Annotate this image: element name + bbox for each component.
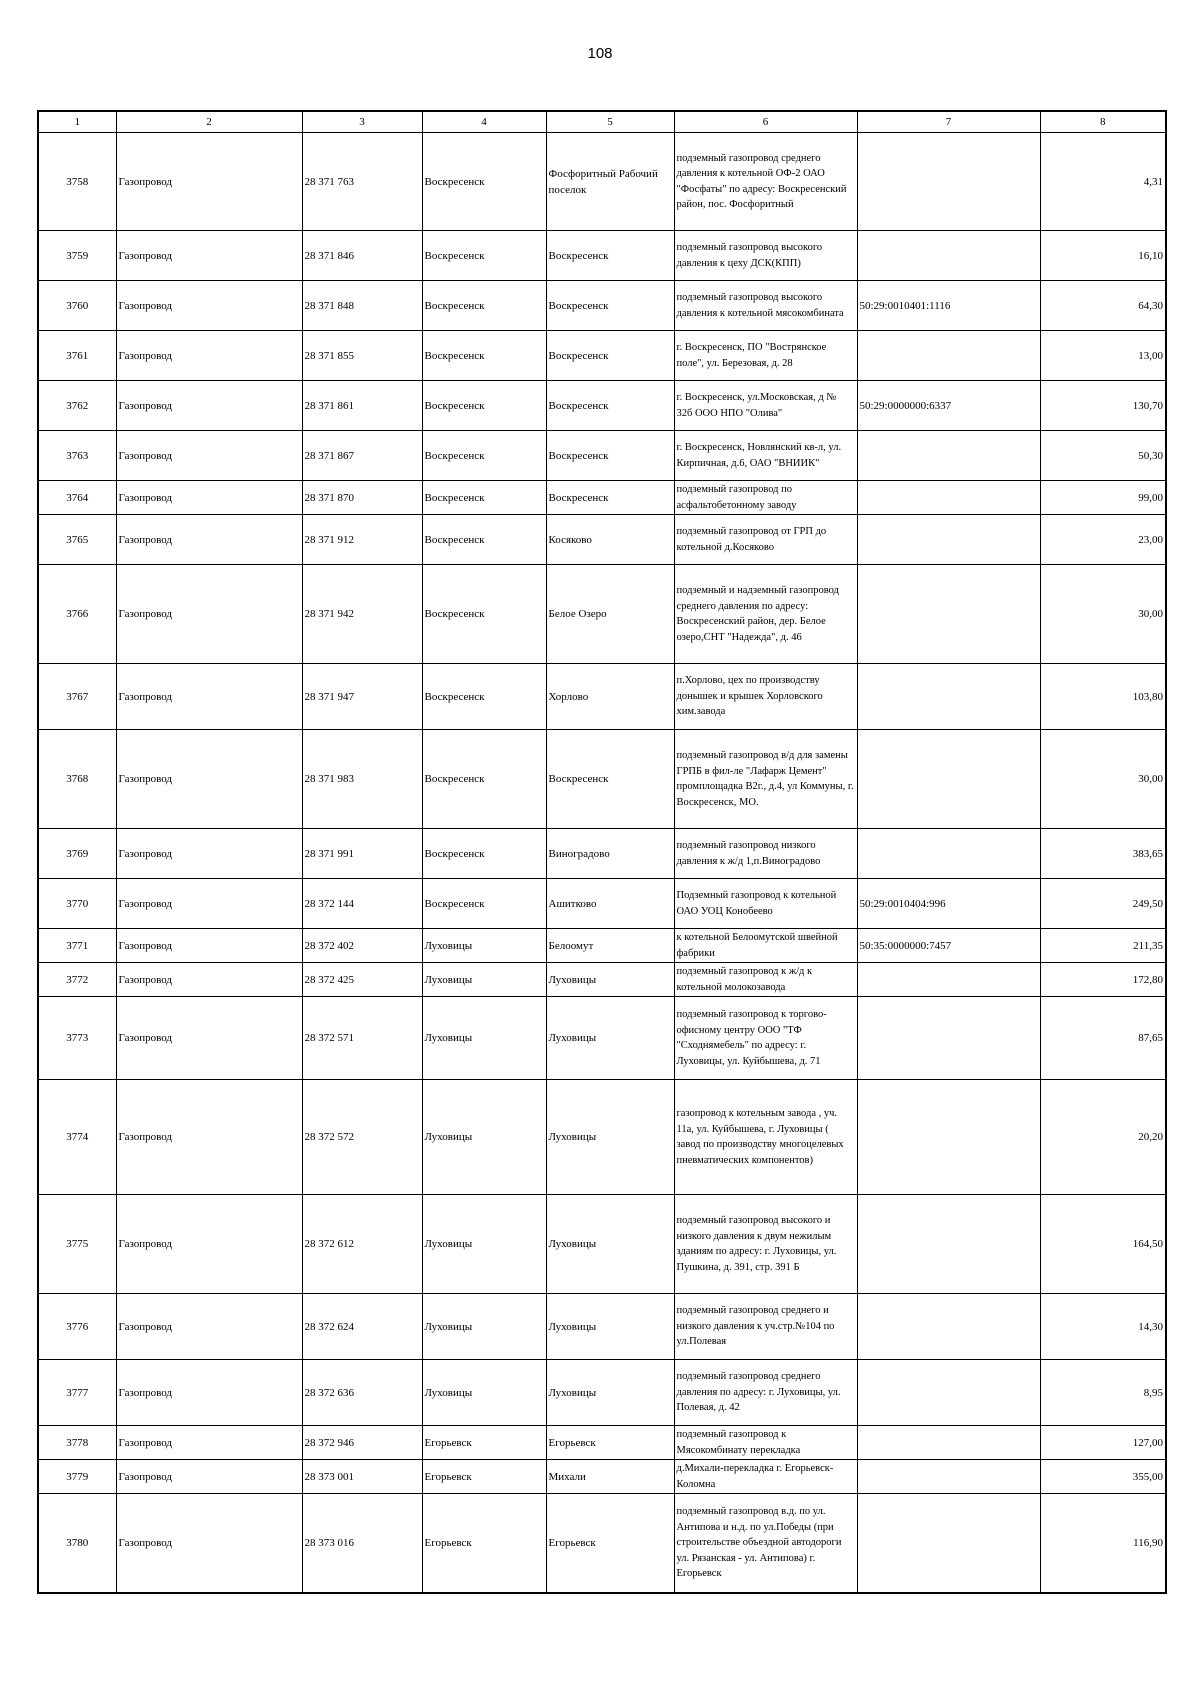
- cell-code: 28 371 947: [302, 664, 422, 730]
- cell-district: Луховицы: [422, 1195, 546, 1294]
- header-cell: 8: [1040, 111, 1166, 133]
- cell-code: 28 372 144: [302, 879, 422, 929]
- cell-number: 3766: [38, 565, 116, 664]
- cell-length: 4,31: [1040, 133, 1166, 231]
- cell-cadastral: [857, 565, 1040, 664]
- cell-description: подземный газопровод среднего и низкого давления к уч.стр.№104 по ул.Полевая: [674, 1294, 857, 1360]
- cell-district: Воскресенск: [422, 481, 546, 515]
- cell-code: 28 371 861: [302, 381, 422, 431]
- cell-number: 3771: [38, 929, 116, 963]
- cell-cadastral: 50:29:0010401:1116: [857, 281, 1040, 331]
- cell-length: 30,00: [1040, 565, 1166, 664]
- cell-code: 28 371 983: [302, 730, 422, 829]
- table-row: [38, 997, 1166, 1080]
- table-row: [38, 1494, 1166, 1593]
- cell-type: Газопровод: [116, 281, 302, 331]
- header-cell: 1: [38, 111, 116, 133]
- cell-code: 28 371 846: [302, 231, 422, 281]
- cell-cadastral: [857, 331, 1040, 381]
- cell-description: подземный газопровод высокого давления к котельной мясокомбината: [674, 281, 857, 331]
- cell-description: г. Воскресенск, Новлянский кв-л, ул. Кирпичная, д.6, ОАО "ВНИИК": [674, 431, 857, 481]
- cell-district: Егорьевск: [422, 1460, 546, 1494]
- cell-place: Воскресенск: [546, 331, 674, 381]
- cell-number: 3764: [38, 481, 116, 515]
- cell-description: подземный газопровод среднего давления к котельной ОФ-2 ОАО "Фосфаты" по адресу: Воскресенский район, пос. Фосфоритный: [674, 133, 857, 231]
- cell-cadastral: [857, 963, 1040, 997]
- cell-district: Воскресенск: [422, 133, 546, 231]
- cell-length: 8,95: [1040, 1360, 1166, 1426]
- cell-description: подземный газопровод от ГРП до котельной д.Косяково: [674, 515, 857, 565]
- cell-code: 28 371 942: [302, 565, 422, 664]
- cell-length: 50,30: [1040, 431, 1166, 481]
- cell-cadastral: [857, 829, 1040, 879]
- cell-length: 211,35: [1040, 929, 1166, 963]
- cell-cadastral: [857, 1294, 1040, 1360]
- cell-number: 3767: [38, 664, 116, 730]
- cell-code: 28 372 425: [302, 963, 422, 997]
- cell-district: Луховицы: [422, 997, 546, 1080]
- cell-description: г. Воскресенск, ПО "Вострянское поле", ул. Березовая, д. 28: [674, 331, 857, 381]
- table-row: [38, 565, 1166, 664]
- cell-place: Егорьевск: [546, 1426, 674, 1460]
- page-number: 108: [587, 45, 613, 62]
- table-row: [38, 829, 1166, 879]
- cell-number: 3772: [38, 963, 116, 997]
- cell-description: п.Хорлово, цех по производству донышек и крышек Хорловского хим.завода: [674, 664, 857, 730]
- cell-place: Хорлово: [546, 664, 674, 730]
- cell-number: 3761: [38, 331, 116, 381]
- cell-cadastral: [857, 730, 1040, 829]
- cell-district: Воскресенск: [422, 281, 546, 331]
- cell-code: 28 372 624: [302, 1294, 422, 1360]
- cell-district: Егорьевск: [422, 1494, 546, 1593]
- cell-description: д.Михали-перекладка г. Егорьевск-Коломна: [674, 1460, 857, 1494]
- cell-cadastral: [857, 1195, 1040, 1294]
- cell-place: Воскресенск: [546, 481, 674, 515]
- cell-number: 3775: [38, 1195, 116, 1294]
- cell-type: Газопровод: [116, 664, 302, 730]
- cell-place: Воскресенск: [546, 231, 674, 281]
- cell-length: 383,65: [1040, 829, 1166, 879]
- cell-district: Луховицы: [422, 963, 546, 997]
- cell-code: 28 371 991: [302, 829, 422, 879]
- header-cell: 4: [422, 111, 546, 133]
- table-header-row: [38, 111, 1166, 133]
- cell-place: Луховицы: [546, 1195, 674, 1294]
- cell-place: Воскресенск: [546, 431, 674, 481]
- table-row: [38, 1195, 1166, 1294]
- cell-length: 249,50: [1040, 879, 1166, 929]
- cell-type: Газопровод: [116, 963, 302, 997]
- cell-number: 3780: [38, 1494, 116, 1593]
- cell-place: Белое Озеро: [546, 565, 674, 664]
- cell-description: подземный газопровод в/д для замены ГРПБ в фил-ле "Лафарж Цемент" промплощадка В2г., д.4, ул Коммуны, г. Воскресенск, МО.: [674, 730, 857, 829]
- table-row: [38, 1294, 1166, 1360]
- cell-code: 28 372 612: [302, 1195, 422, 1294]
- cell-description: подземный газопровод высокого и низкого давления к двум нежилым зданиям по адресу: г. Луховицы, ул. Пушкина, д. 391, стр. 391 Б: [674, 1195, 857, 1294]
- cell-cadastral: [857, 231, 1040, 281]
- cell-type: Газопровод: [116, 879, 302, 929]
- cell-type: Газопровод: [116, 1080, 302, 1195]
- table-row: [38, 730, 1166, 829]
- cell-district: Воскресенск: [422, 515, 546, 565]
- cell-length: 23,00: [1040, 515, 1166, 565]
- cell-type: Газопровод: [116, 381, 302, 431]
- cell-length: 116,90: [1040, 1494, 1166, 1593]
- cell-number: 3774: [38, 1080, 116, 1195]
- table-row: [38, 481, 1166, 515]
- table-row: [38, 515, 1166, 565]
- cell-type: Газопровод: [116, 1460, 302, 1494]
- cell-cadastral: 50:29:0000000:6337: [857, 381, 1040, 431]
- cell-district: Луховицы: [422, 1360, 546, 1426]
- cell-code: 28 371 912: [302, 515, 422, 565]
- cell-cadastral: [857, 133, 1040, 231]
- cell-code: 28 372 946: [302, 1426, 422, 1460]
- table-row: [38, 1080, 1166, 1195]
- cell-code: 28 372 572: [302, 1080, 422, 1195]
- cell-place: Фосфоритный Рабочий поселок: [546, 133, 674, 231]
- cell-type: Газопровод: [116, 1195, 302, 1294]
- table-row: [38, 431, 1166, 481]
- cell-code: 28 371 870: [302, 481, 422, 515]
- cell-length: 130,70: [1040, 381, 1166, 431]
- cell-description: подземный газопровод среднего давления по адресу: г. Луховицы, ул. Полевая, д. 42: [674, 1360, 857, 1426]
- cell-number: 3770: [38, 879, 116, 929]
- cell-type: Газопровод: [116, 730, 302, 829]
- cell-type: Газопровод: [116, 1360, 302, 1426]
- cell-code: 28 371 855: [302, 331, 422, 381]
- cell-district: Воскресенск: [422, 664, 546, 730]
- table-row: [38, 231, 1166, 281]
- cell-description: подземный газопровод к торгово-офисному центру ООО "ТФ "Сходнямебель" по адресу: г. Луховицы, ул. Куйбышева, д. 71: [674, 997, 857, 1080]
- cell-description: к котельной Белоомутской швейной фабрики: [674, 929, 857, 963]
- cell-code: 28 373 001: [302, 1460, 422, 1494]
- table-row: [38, 331, 1166, 381]
- table-row: [38, 1426, 1166, 1460]
- table-row: [38, 381, 1166, 431]
- cell-length: 20,20: [1040, 1080, 1166, 1195]
- cell-description: подземный газопровод к Мясокомбинату перекладка: [674, 1426, 857, 1460]
- cell-type: Газопровод: [116, 515, 302, 565]
- cell-place: Луховицы: [546, 1294, 674, 1360]
- cell-type: Газопровод: [116, 331, 302, 381]
- cell-type: Газопровод: [116, 231, 302, 281]
- cell-code: 28 372 636: [302, 1360, 422, 1426]
- cell-cadastral: [857, 431, 1040, 481]
- cell-place: Луховицы: [546, 1080, 674, 1195]
- cell-place: Ашитково: [546, 879, 674, 929]
- header-cell: 7: [857, 111, 1040, 133]
- cell-code: 28 371 867: [302, 431, 422, 481]
- cell-type: Газопровод: [116, 133, 302, 231]
- cell-code: 28 372 571: [302, 997, 422, 1080]
- cell-cadastral: [857, 1494, 1040, 1593]
- cell-description: Подземный газопровод к котельной ОАО УОЦ Конобеево: [674, 879, 857, 929]
- table-row: [38, 281, 1166, 331]
- cell-cadastral: [857, 1460, 1040, 1494]
- cell-number: 3763: [38, 431, 116, 481]
- table-row: [38, 1360, 1166, 1426]
- cell-place: Воскресенск: [546, 730, 674, 829]
- table-row: [38, 1460, 1166, 1494]
- cell-number: 3765: [38, 515, 116, 565]
- cell-number: 3773: [38, 997, 116, 1080]
- cell-description: подземный и надземный газопровод среднего давления по адресу: Воскресенский район, дер. Белое озеро,СНТ "Надежда", д. 46: [674, 565, 857, 664]
- cell-district: Воскресенск: [422, 431, 546, 481]
- cell-type: Газопровод: [116, 431, 302, 481]
- header-cell: 2: [116, 111, 302, 133]
- cell-length: 30,00: [1040, 730, 1166, 829]
- cell-description: подземный газопровод высокого давления к цеху ДСК(КПП): [674, 231, 857, 281]
- cell-number: 3758: [38, 133, 116, 231]
- cell-place: Воскресенск: [546, 281, 674, 331]
- cell-description: подземный газопровод к ж/д к котельной молокозавода: [674, 963, 857, 997]
- cell-cadastral: [857, 515, 1040, 565]
- cell-district: Воскресенск: [422, 565, 546, 664]
- cell-district: Егорьевск: [422, 1426, 546, 1460]
- cell-district: Воскресенск: [422, 331, 546, 381]
- cell-code: 28 373 016: [302, 1494, 422, 1593]
- cell-length: 172,80: [1040, 963, 1166, 997]
- cell-length: 13,00: [1040, 331, 1166, 381]
- cell-place: Луховицы: [546, 1360, 674, 1426]
- cell-description: подземный газопровод низкого давления к ж/д 1,п.Виноградово: [674, 829, 857, 879]
- cell-district: Воскресенск: [422, 231, 546, 281]
- cell-length: 355,00: [1040, 1460, 1166, 1494]
- cell-cadastral: [857, 1426, 1040, 1460]
- cell-place: Луховицы: [546, 997, 674, 1080]
- cell-number: 3759: [38, 231, 116, 281]
- cell-type: Газопровод: [116, 1426, 302, 1460]
- cell-place: Белоомут: [546, 929, 674, 963]
- cell-cadastral: [857, 1080, 1040, 1195]
- cell-place: Косяково: [546, 515, 674, 565]
- cell-district: Воскресенск: [422, 730, 546, 829]
- cell-place: Егорьевск: [546, 1494, 674, 1593]
- cell-place: Воскресенск: [546, 381, 674, 431]
- table-row: [38, 929, 1166, 963]
- cell-length: 87,65: [1040, 997, 1166, 1080]
- cell-number: 3762: [38, 381, 116, 431]
- header-cell: 6: [674, 111, 857, 133]
- cell-length: 16,10: [1040, 231, 1166, 281]
- cell-description: подземный газопровод по асфальтобетонному заводу: [674, 481, 857, 515]
- table-row: [38, 133, 1166, 231]
- cell-number: 3778: [38, 1426, 116, 1460]
- cell-type: Газопровод: [116, 929, 302, 963]
- table-row: [38, 963, 1166, 997]
- header-cell: 3: [302, 111, 422, 133]
- cell-length: 99,00: [1040, 481, 1166, 515]
- cell-type: Газопровод: [116, 829, 302, 879]
- cell-type: Газопровод: [116, 1294, 302, 1360]
- cell-district: Воскресенск: [422, 381, 546, 431]
- table-row: [38, 664, 1166, 730]
- cell-type: Газопровод: [116, 1494, 302, 1593]
- cell-length: 164,50: [1040, 1195, 1166, 1294]
- cell-cadastral: [857, 481, 1040, 515]
- cell-cadastral: 50:35:0000000:7457: [857, 929, 1040, 963]
- cell-district: Воскресенск: [422, 879, 546, 929]
- cell-number: 3777: [38, 1360, 116, 1426]
- cell-number: 3768: [38, 730, 116, 829]
- cell-length: 127,00: [1040, 1426, 1166, 1460]
- header-cell: 5: [546, 111, 674, 133]
- cell-length: 103,80: [1040, 664, 1166, 730]
- cell-district: Луховицы: [422, 1080, 546, 1195]
- registry-table: [37, 110, 1167, 1594]
- cell-type: Газопровод: [116, 481, 302, 515]
- cell-district: Луховицы: [422, 1294, 546, 1360]
- cell-code: 28 371 763: [302, 133, 422, 231]
- cell-district: Луховицы: [422, 929, 546, 963]
- table-row: [38, 879, 1166, 929]
- cell-cadastral: [857, 1360, 1040, 1426]
- cell-description: подземный газопровод в.д. по ул. Антипова и н.д. по ул.Победы (при строительстве объездной автодороги ул. Рязанская - ул. Антипова) г. Егорьевск: [674, 1494, 857, 1593]
- cell-place: Михали: [546, 1460, 674, 1494]
- cell-length: 64,30: [1040, 281, 1166, 331]
- cell-cadastral: [857, 997, 1040, 1080]
- cell-number: 3779: [38, 1460, 116, 1494]
- cell-type: Газопровод: [116, 565, 302, 664]
- cell-code: 28 372 402: [302, 929, 422, 963]
- cell-number: 3769: [38, 829, 116, 879]
- cell-description: г. Воскресенск, ул.Московская, д № 32б ООО НПО "Олива": [674, 381, 857, 431]
- cell-number: 3760: [38, 281, 116, 331]
- cell-cadastral: [857, 664, 1040, 730]
- cell-place: Виноградово: [546, 829, 674, 879]
- cell-cadastral: 50:29:0010404:996: [857, 879, 1040, 929]
- cell-number: 3776: [38, 1294, 116, 1360]
- cell-district: Воскресенск: [422, 829, 546, 879]
- cell-description: газопровод к котельным завода , уч. 11а, ул. Куйбышева, г. Луховицы ( завод по производству многоцелевых пневматических компонентов): [674, 1080, 857, 1195]
- cell-length: 14,30: [1040, 1294, 1166, 1360]
- cell-type: Газопровод: [116, 997, 302, 1080]
- cell-code: 28 371 848: [302, 281, 422, 331]
- cell-place: Луховицы: [546, 963, 674, 997]
